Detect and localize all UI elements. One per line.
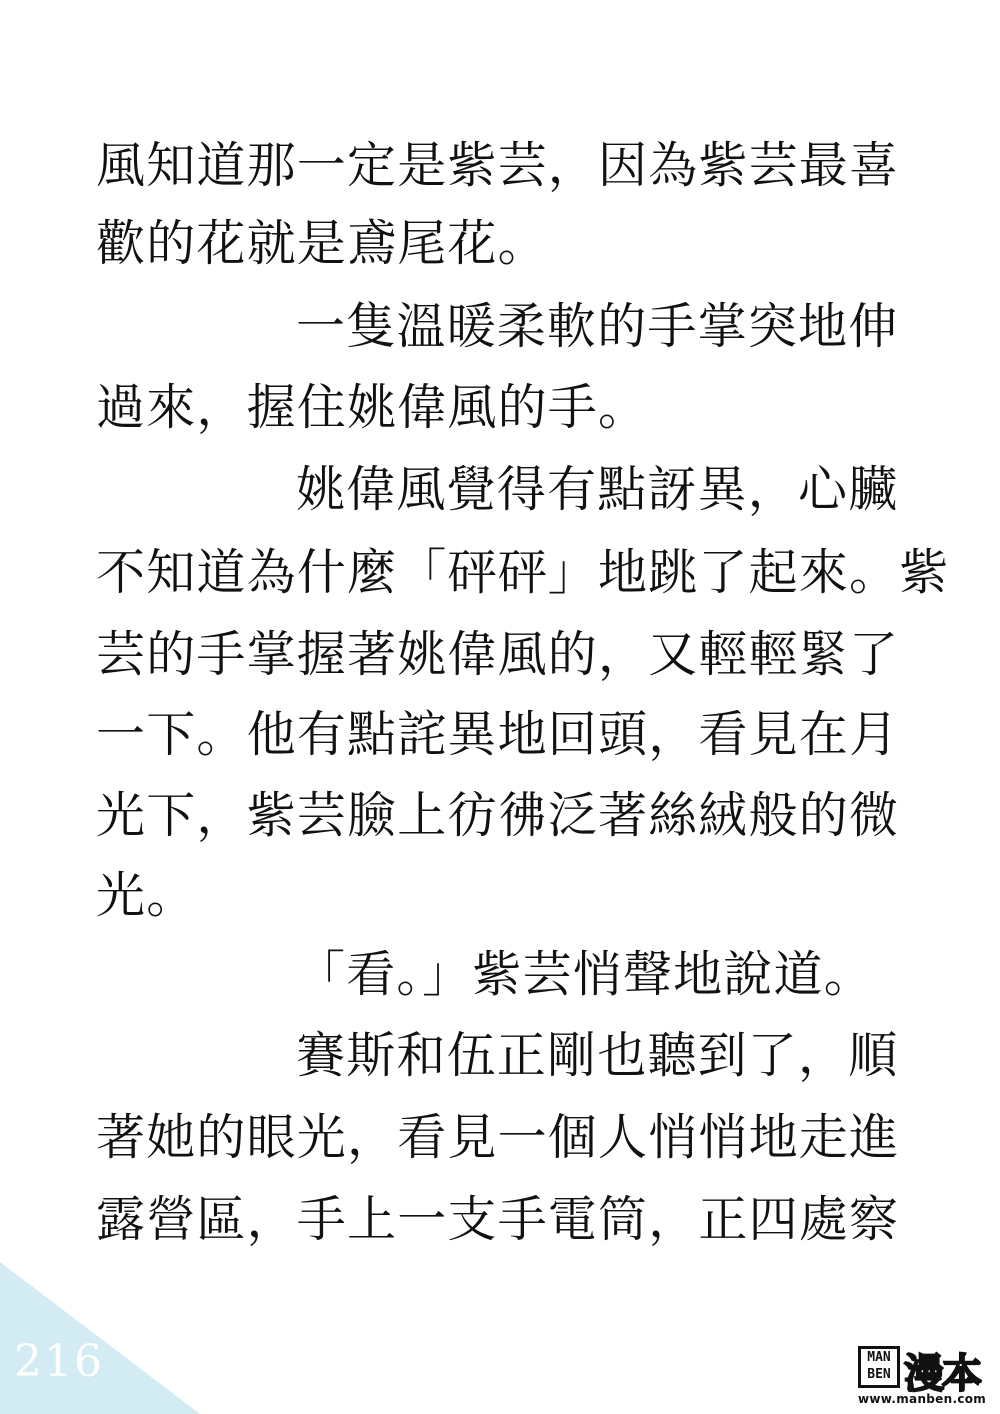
text-line-9: 光下，紫芸臉上彷彿泛著絲絨般的微 <box>96 787 900 844</box>
watermark-title: 漫本 <box>904 1351 980 1397</box>
text-line-8: 一下。他有點詫異地回頭，看見在月 <box>96 706 900 763</box>
text-line-6: 不知道為什麼「砰砰」地跳了起來。紫 <box>96 544 950 601</box>
text-line-13: 著她的眼光，看見一個人悄悄地走進 <box>96 1109 900 1166</box>
page-number: 216 <box>14 1336 104 1387</box>
text-line-12: 賽斯和伍正剛也聽到了，順 <box>296 1027 899 1084</box>
text-line-5: 姚偉風覺得有點訝異，心臟 <box>296 461 899 518</box>
watermark-box <box>858 1346 900 1388</box>
text-line-1: 風知道那一定是紫芸，因為紫芸最喜 <box>96 137 900 194</box>
text-line-3: 一隻溫暖柔軟的手掌突地伸 <box>296 298 899 355</box>
text-line-11: 「看。」紫芸悄聲地說道。 <box>296 946 874 1003</box>
text-line-4: 過來，握住姚偉風的手。 <box>96 379 649 436</box>
text-line-14: 露營區，手上一支手電筒，正四處察 <box>96 1191 900 1248</box>
watermark-logo <box>858 1346 990 1406</box>
watermark-box-top: MAN <box>867 1350 891 1365</box>
text-line-7: 芸的手掌握著姚偉風的，又輕輕緊了 <box>96 626 900 683</box>
text-line-10: 光。 <box>96 867 197 924</box>
watermark-url: www.manben.com <box>858 1392 987 1406</box>
text-line-2: 歡的花就是鳶尾花。 <box>96 215 548 272</box>
watermark-box-bottom: BEN <box>867 1367 891 1382</box>
